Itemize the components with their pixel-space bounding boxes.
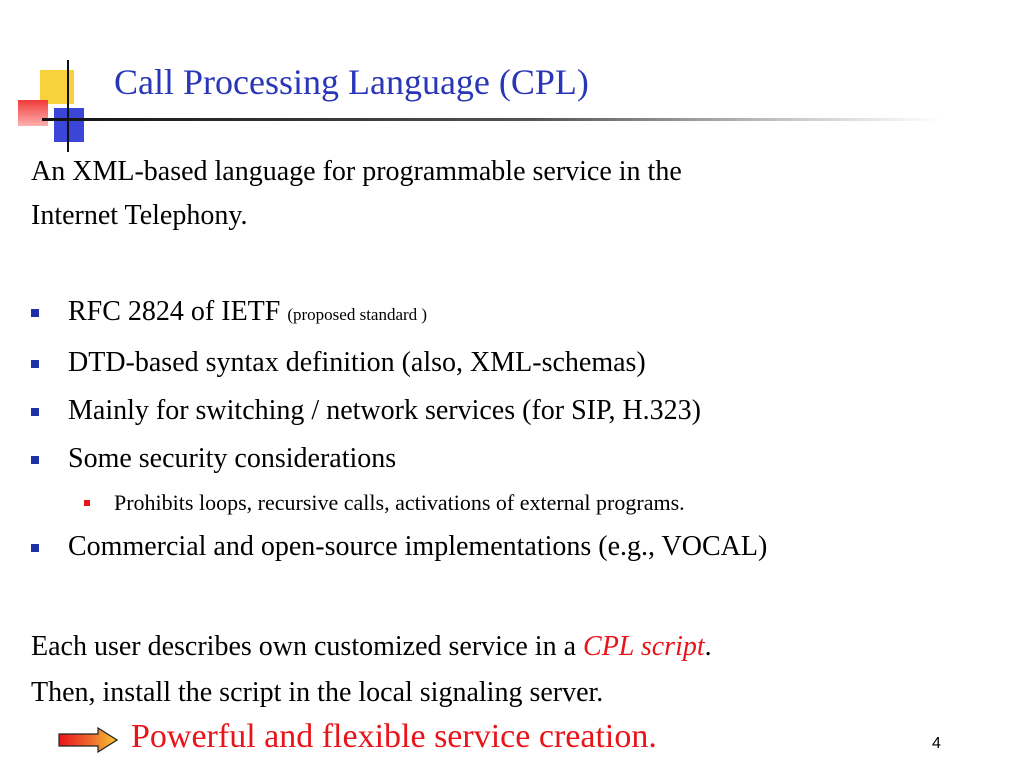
title-underline [42,118,942,121]
outro-line-2: Then, install the script in the local signaling server. [31,677,604,708]
bullet-text: RFC 2824 of IETF [68,296,288,327]
cpl-script-highlight: CPL script [583,631,705,662]
outro-paragraph [31,624,712,716]
outro-line-1 [31,624,712,670]
square-bullet-icon [31,408,39,416]
bullet-text: DTD-based syntax definition (also, XML-schemas) [68,347,646,378]
bullet-note: (proposed standard ) [287,305,428,324]
conclusion-text: Powerful and flexible service creation. [131,718,657,755]
bullet-item-implementations [31,523,1011,571]
right-arrow-icon [58,727,118,753]
sub-bullet-text: Prohibits loops, recursive calls, activations of external programs. [114,490,685,515]
bullet-text: Commercial and open-source implementations (e.g., VOCAL) [68,531,768,562]
bullet-item-switching [31,387,1011,435]
outro-line-1-prefix: Each user describes own customized service in a [31,631,584,662]
small-square-bullet-icon [84,500,90,506]
square-bullet-icon [31,456,39,464]
page-number: 4 [932,735,941,752]
bullet-text: Some security considerations [68,443,397,474]
bullet-list [31,288,1011,571]
intro-line-1: An XML-based language for programmable service in the [31,156,682,187]
bullet-item-dtd [31,339,1011,387]
square-bullet-icon [31,544,39,552]
sub-bullet-item-prohibits [31,483,1011,523]
intro-line-2: Internet Telephony. [31,200,248,231]
square-bullet-icon [31,309,39,317]
bullet-text: Mainly for switching / network services (for SIP, H.323) [68,395,702,426]
intro-paragraph [31,150,991,238]
bullet-item-rfc [31,288,1011,339]
colored-squares-logo-icon [14,56,114,156]
outro-line-1-suffix: . [704,631,712,662]
slide-title: Call Processing Language (CPL) [114,62,589,102]
square-bullet-icon [31,360,39,368]
bullet-item-security [31,435,1011,483]
